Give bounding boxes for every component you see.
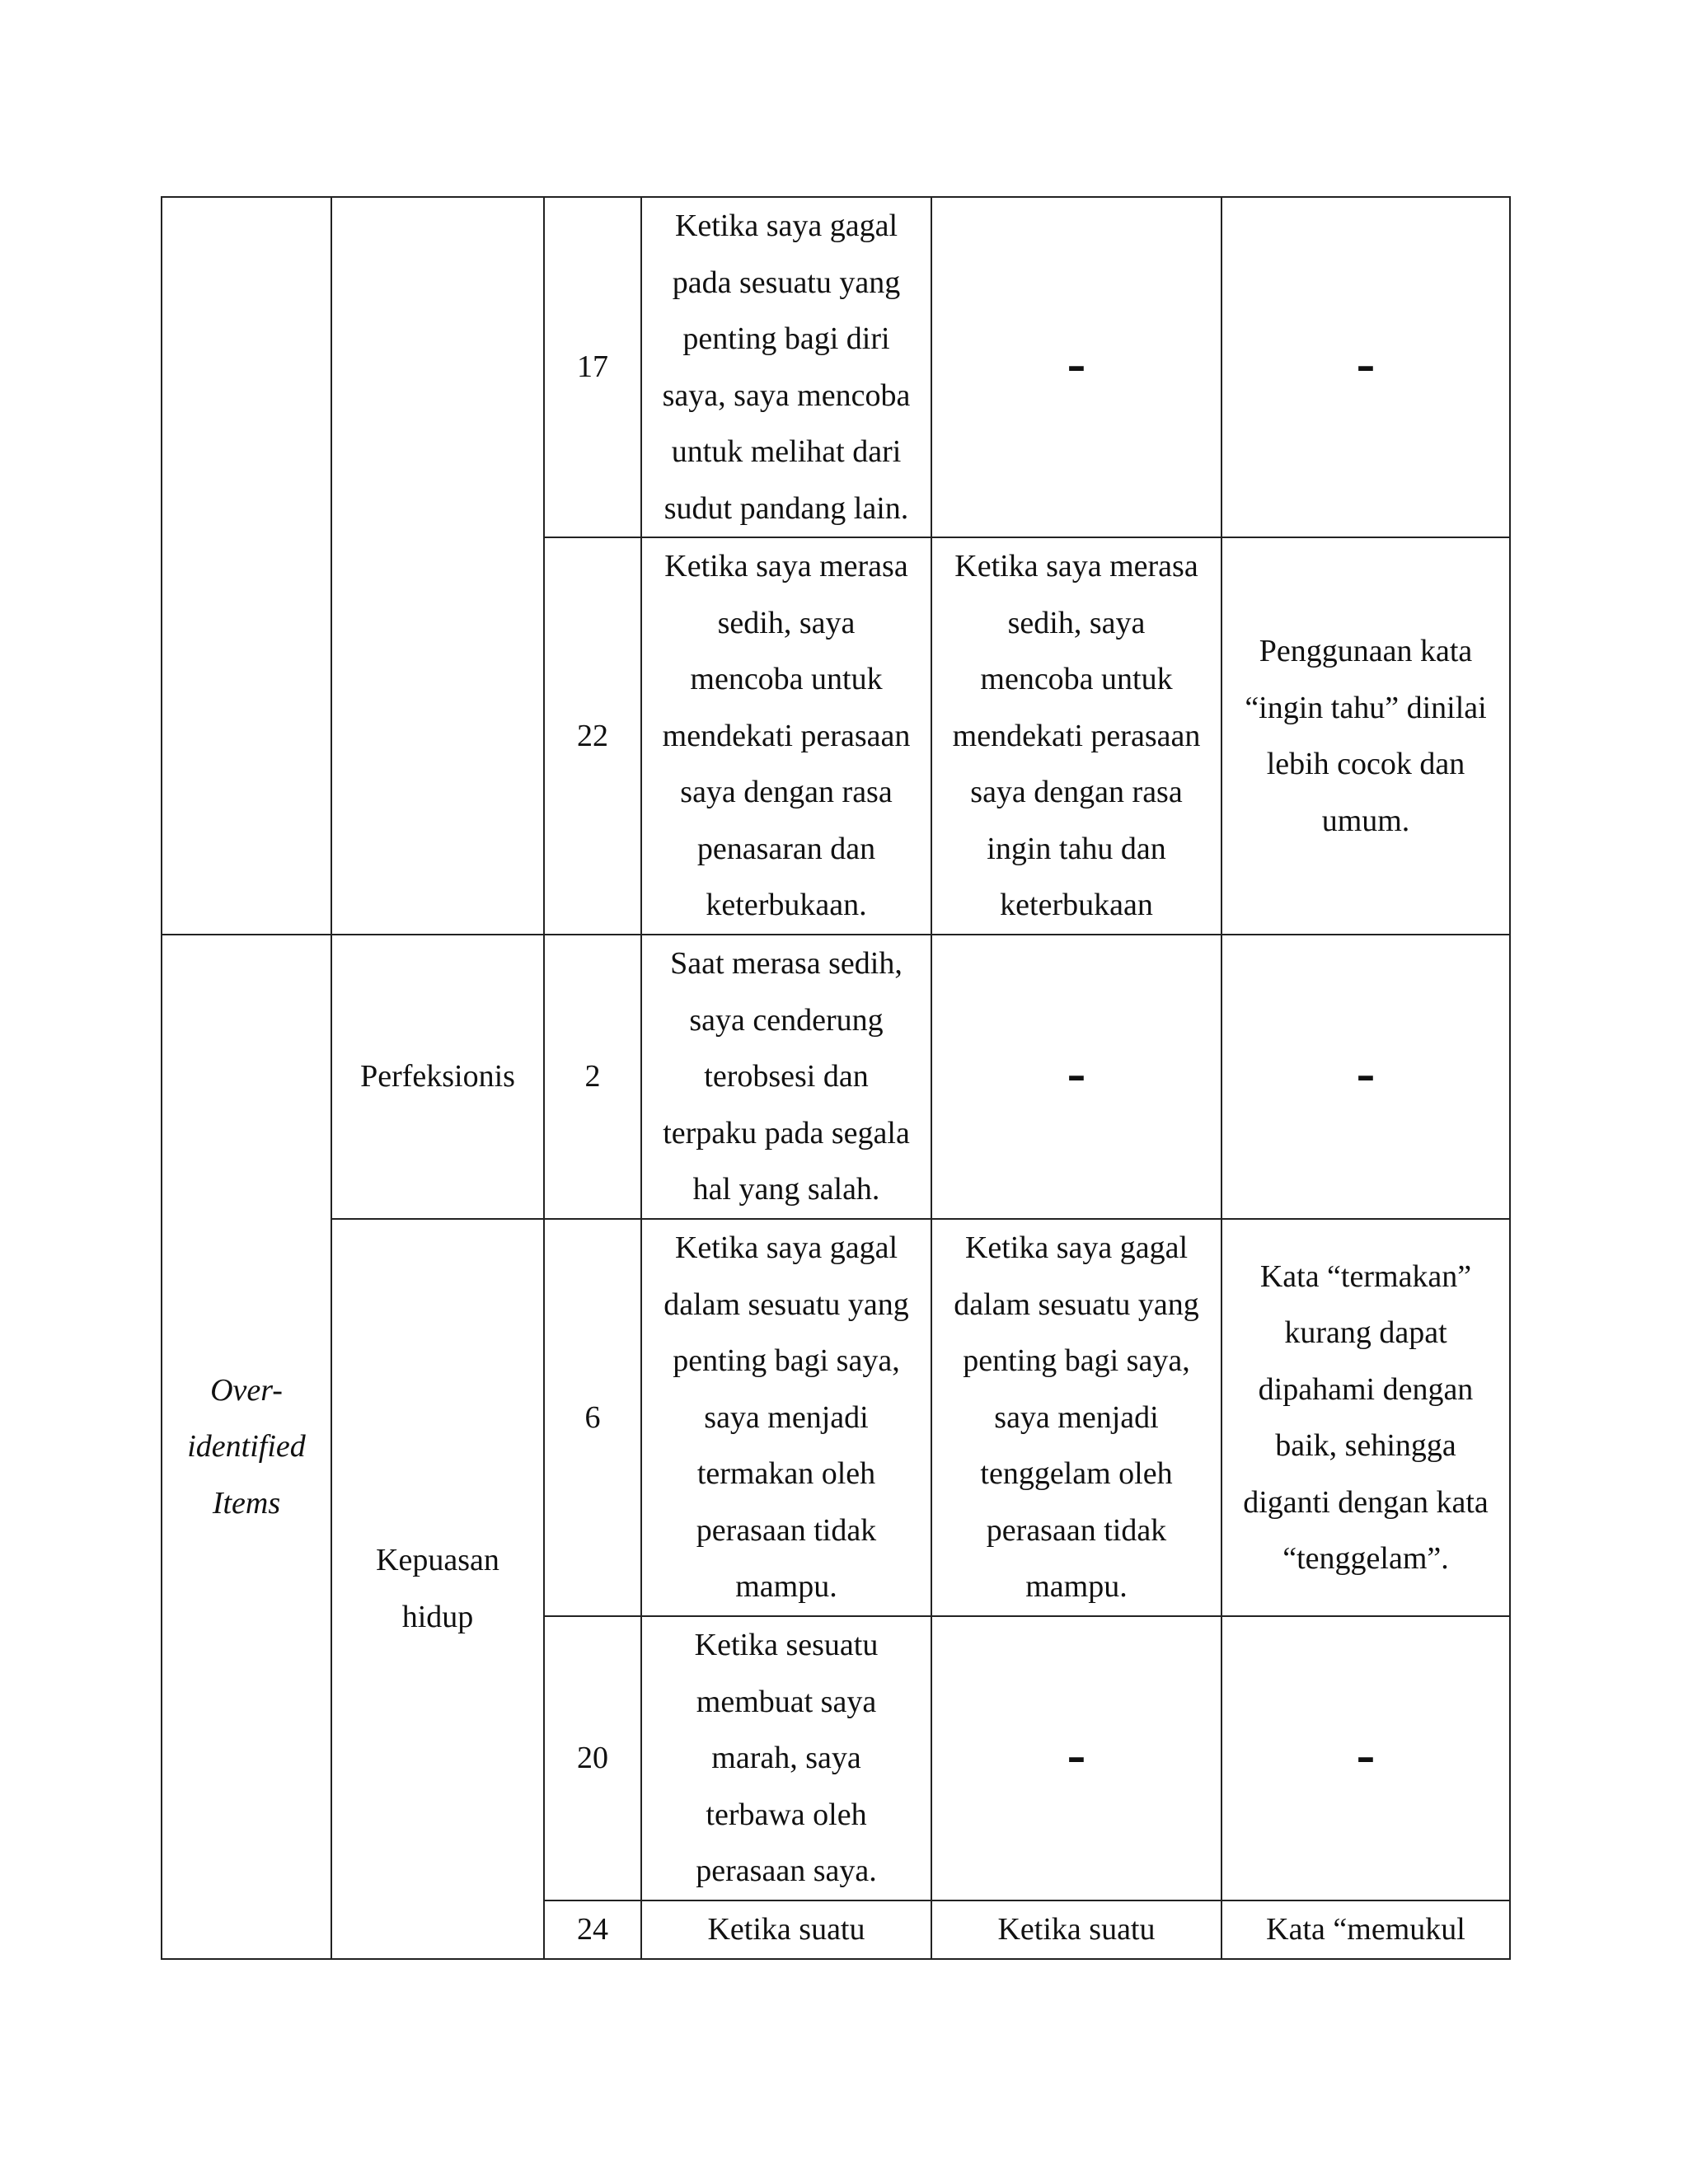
revision-note: Penggunaan kata “ingin tahu” dinilai lebih cocok dan umum. <box>1221 537 1510 935</box>
revision-note: - <box>1221 1616 1510 1900</box>
revision-note: Kata “termakan” kurang dapat dipahami dengan baik, sehingga diganti dengan kata “tenggelam”. <box>1221 1219 1510 1616</box>
revised-item: Ketika saya merasa sedih, saya mencoba untuk mendekati perasaan saya dengan rasa ingin tahu dan keterbukaan <box>931 537 1221 935</box>
original-item: Ketika saya merasa sedih, saya mencoba untuk mendekati perasaan saya dengan rasa penasaran dan keterbukaan. <box>641 537 931 935</box>
revised-item: - <box>931 1616 1221 1900</box>
aspect-cell <box>331 197 544 935</box>
revised-item: - <box>931 935 1221 1219</box>
item-number: 22 <box>544 537 641 935</box>
revision-note: - <box>1221 935 1510 1219</box>
table-row <box>162 197 1510 537</box>
item-number: 17 <box>544 197 641 537</box>
aspect-cell: Kepuasan hidup <box>331 1219 544 1959</box>
revision-table <box>161 196 1511 1960</box>
original-item: Saat merasa sedih, saya cenderung terobsesi dan terpaku pada segala hal yang salah. <box>641 935 931 1219</box>
table-row <box>162 1219 1510 1616</box>
original-item: Ketika saya gagal dalam sesuatu yang penting bagi saya, saya menjadi termakan oleh perasaan tidak mampu. <box>641 1219 931 1616</box>
revision-note: Kata “memukul <box>1221 1900 1510 1959</box>
original-item: Ketika sesuatu membuat saya marah, saya terbawa oleh perasaan saya. <box>641 1616 931 1900</box>
dimension-cell <box>162 197 331 935</box>
item-number: 24 <box>544 1900 641 1959</box>
revised-item: - <box>931 197 1221 537</box>
dimension-cell: Over- identified Items <box>162 935 331 1959</box>
item-number: 6 <box>544 1219 641 1616</box>
item-number: 2 <box>544 935 641 1219</box>
aspect-cell: Perfeksionis <box>331 935 544 1219</box>
revised-item: Ketika suatu <box>931 1900 1221 1959</box>
revision-note: - <box>1221 197 1510 537</box>
revised-item: Ketika saya gagal dalam sesuatu yang penting bagi saya, saya menjadi tenggelam oleh perasaan tidak mampu. <box>931 1219 1221 1616</box>
item-number: 20 <box>544 1616 641 1900</box>
original-item: Ketika suatu <box>641 1900 931 1959</box>
table-row <box>162 935 1510 1219</box>
original-item: Ketika saya gagal pada sesuatu yang penting bagi diri saya, saya mencoba untuk melihat dari sudut pandang lain. <box>641 197 931 537</box>
